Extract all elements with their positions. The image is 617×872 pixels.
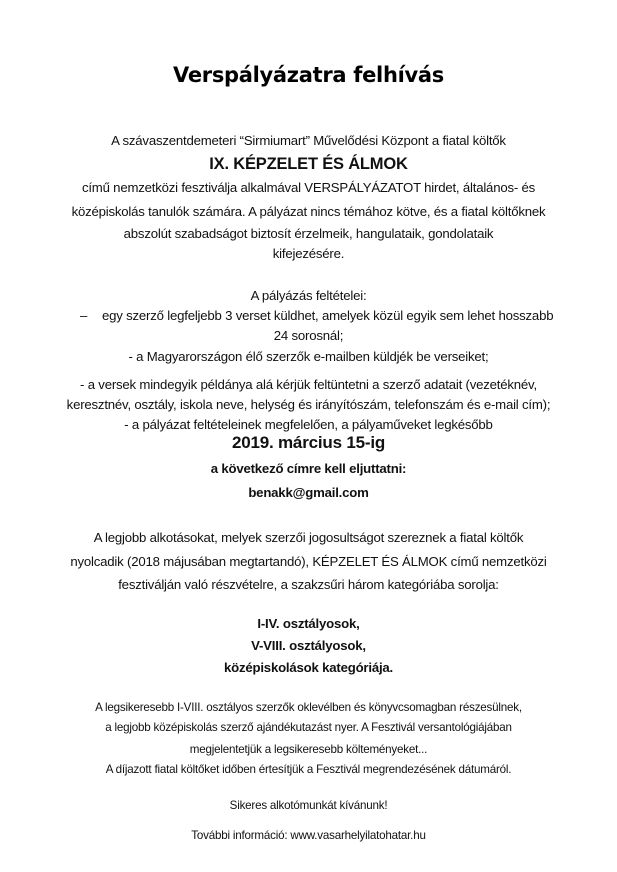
- condition-item: - a pályázat feltételeinek megfelelően, a pályaműveket legkésőbb: [124, 417, 493, 432]
- intro-line: abszolút szabadságot biztosít érzelmeik, hangulataik, gondolataik: [123, 226, 494, 241]
- intro-line: című nemzetközi fesztiválja alkalmával VERSPÁLYÁZATOT hirdet, általános- és: [81, 180, 536, 195]
- selection-line: nyolcadik (2018 májusában megtartandó), KÉPZELET ÉS ÁLMOK című nemzetközi: [70, 554, 547, 569]
- category-item: V-VIII. osztályosok,: [251, 638, 366, 653]
- awards-line: megjelentetjük a legsikeresebb költeményeket...: [189, 743, 428, 756]
- category-item: I-IV. osztályosok,: [257, 616, 360, 631]
- condition-continuation: 24 sorosnál;: [273, 328, 344, 343]
- email-link[interactable]: benakk@gmail.com: [248, 485, 369, 500]
- awards-line: a legjobb középiskolás szerző ajándékutazást nyer. A Fesztivál versantológiájában: [105, 721, 512, 734]
- more-info-label: További információ:: [191, 829, 288, 842]
- condition-text: egy szerző legfeljebb 3 verset küldhet, amelyek közül egyik sem lehet hosszabb: [102, 308, 554, 323]
- awards-line: A díjazott fiatal költőket időben értesítjük a Fesztivál megrendezésének dátumáról.: [105, 763, 512, 776]
- intro-line: középiskolás tanulók számára. A pályázat nincs témához kötve, és a fiatal költőknek: [71, 204, 546, 219]
- dash-bullet: –: [80, 308, 88, 323]
- more-info: [0, 828, 617, 844]
- selection-line: A legjobb alkotásokat, melyek szerzői jogosultságot szereznek a fiatal költők: [93, 530, 524, 545]
- page-title: Verspályázatra felhívás: [173, 63, 444, 87]
- awards-line: A legsikeresebb I-VIII. osztályos szerzők oklevélben és könyvcsomagban részesülnek,: [95, 701, 522, 714]
- intro-line: A szávaszentdemeteri “Sirmiumart” Művelődési Központ a fiatal költők: [111, 133, 506, 148]
- contact-email[interactable]: [0, 484, 617, 502]
- send-to-label: a következő címre kell eljuttatni:: [210, 461, 407, 476]
- condition-item: keresztnév, osztály, iskola neve, helység és irányítószám, telefonszám és e-mail cím);: [66, 397, 551, 412]
- category-item: középiskolások kategóriája.: [223, 660, 394, 675]
- website-link[interactable]: www.vasarhelyilatohatar.hu: [290, 829, 426, 842]
- deadline-date: 2019. március 15-ig: [231, 433, 386, 452]
- selection-line: fesztiválján való részvételre, a szakzsűri három kategóriába sorolja:: [118, 577, 499, 592]
- conditions-heading: A pályázás feltételei:: [250, 288, 367, 303]
- condition-item: [80, 307, 553, 325]
- condition-item: - a Magyarországon élő szerzők e-mailben küldjék be verseiket;: [128, 349, 489, 364]
- condition-item: - a versek mindegyik példánya alá kérjük feltüntetni a szerző adatait (vezetéknév,: [80, 377, 537, 392]
- festival-name-heading: IX. KÉPZELET ÉS ÁLMOK: [209, 155, 408, 173]
- intro-line: kifejezésére.: [272, 246, 345, 261]
- closing-wish: Sikeres alkotómunkát kívánunk!: [229, 799, 388, 812]
